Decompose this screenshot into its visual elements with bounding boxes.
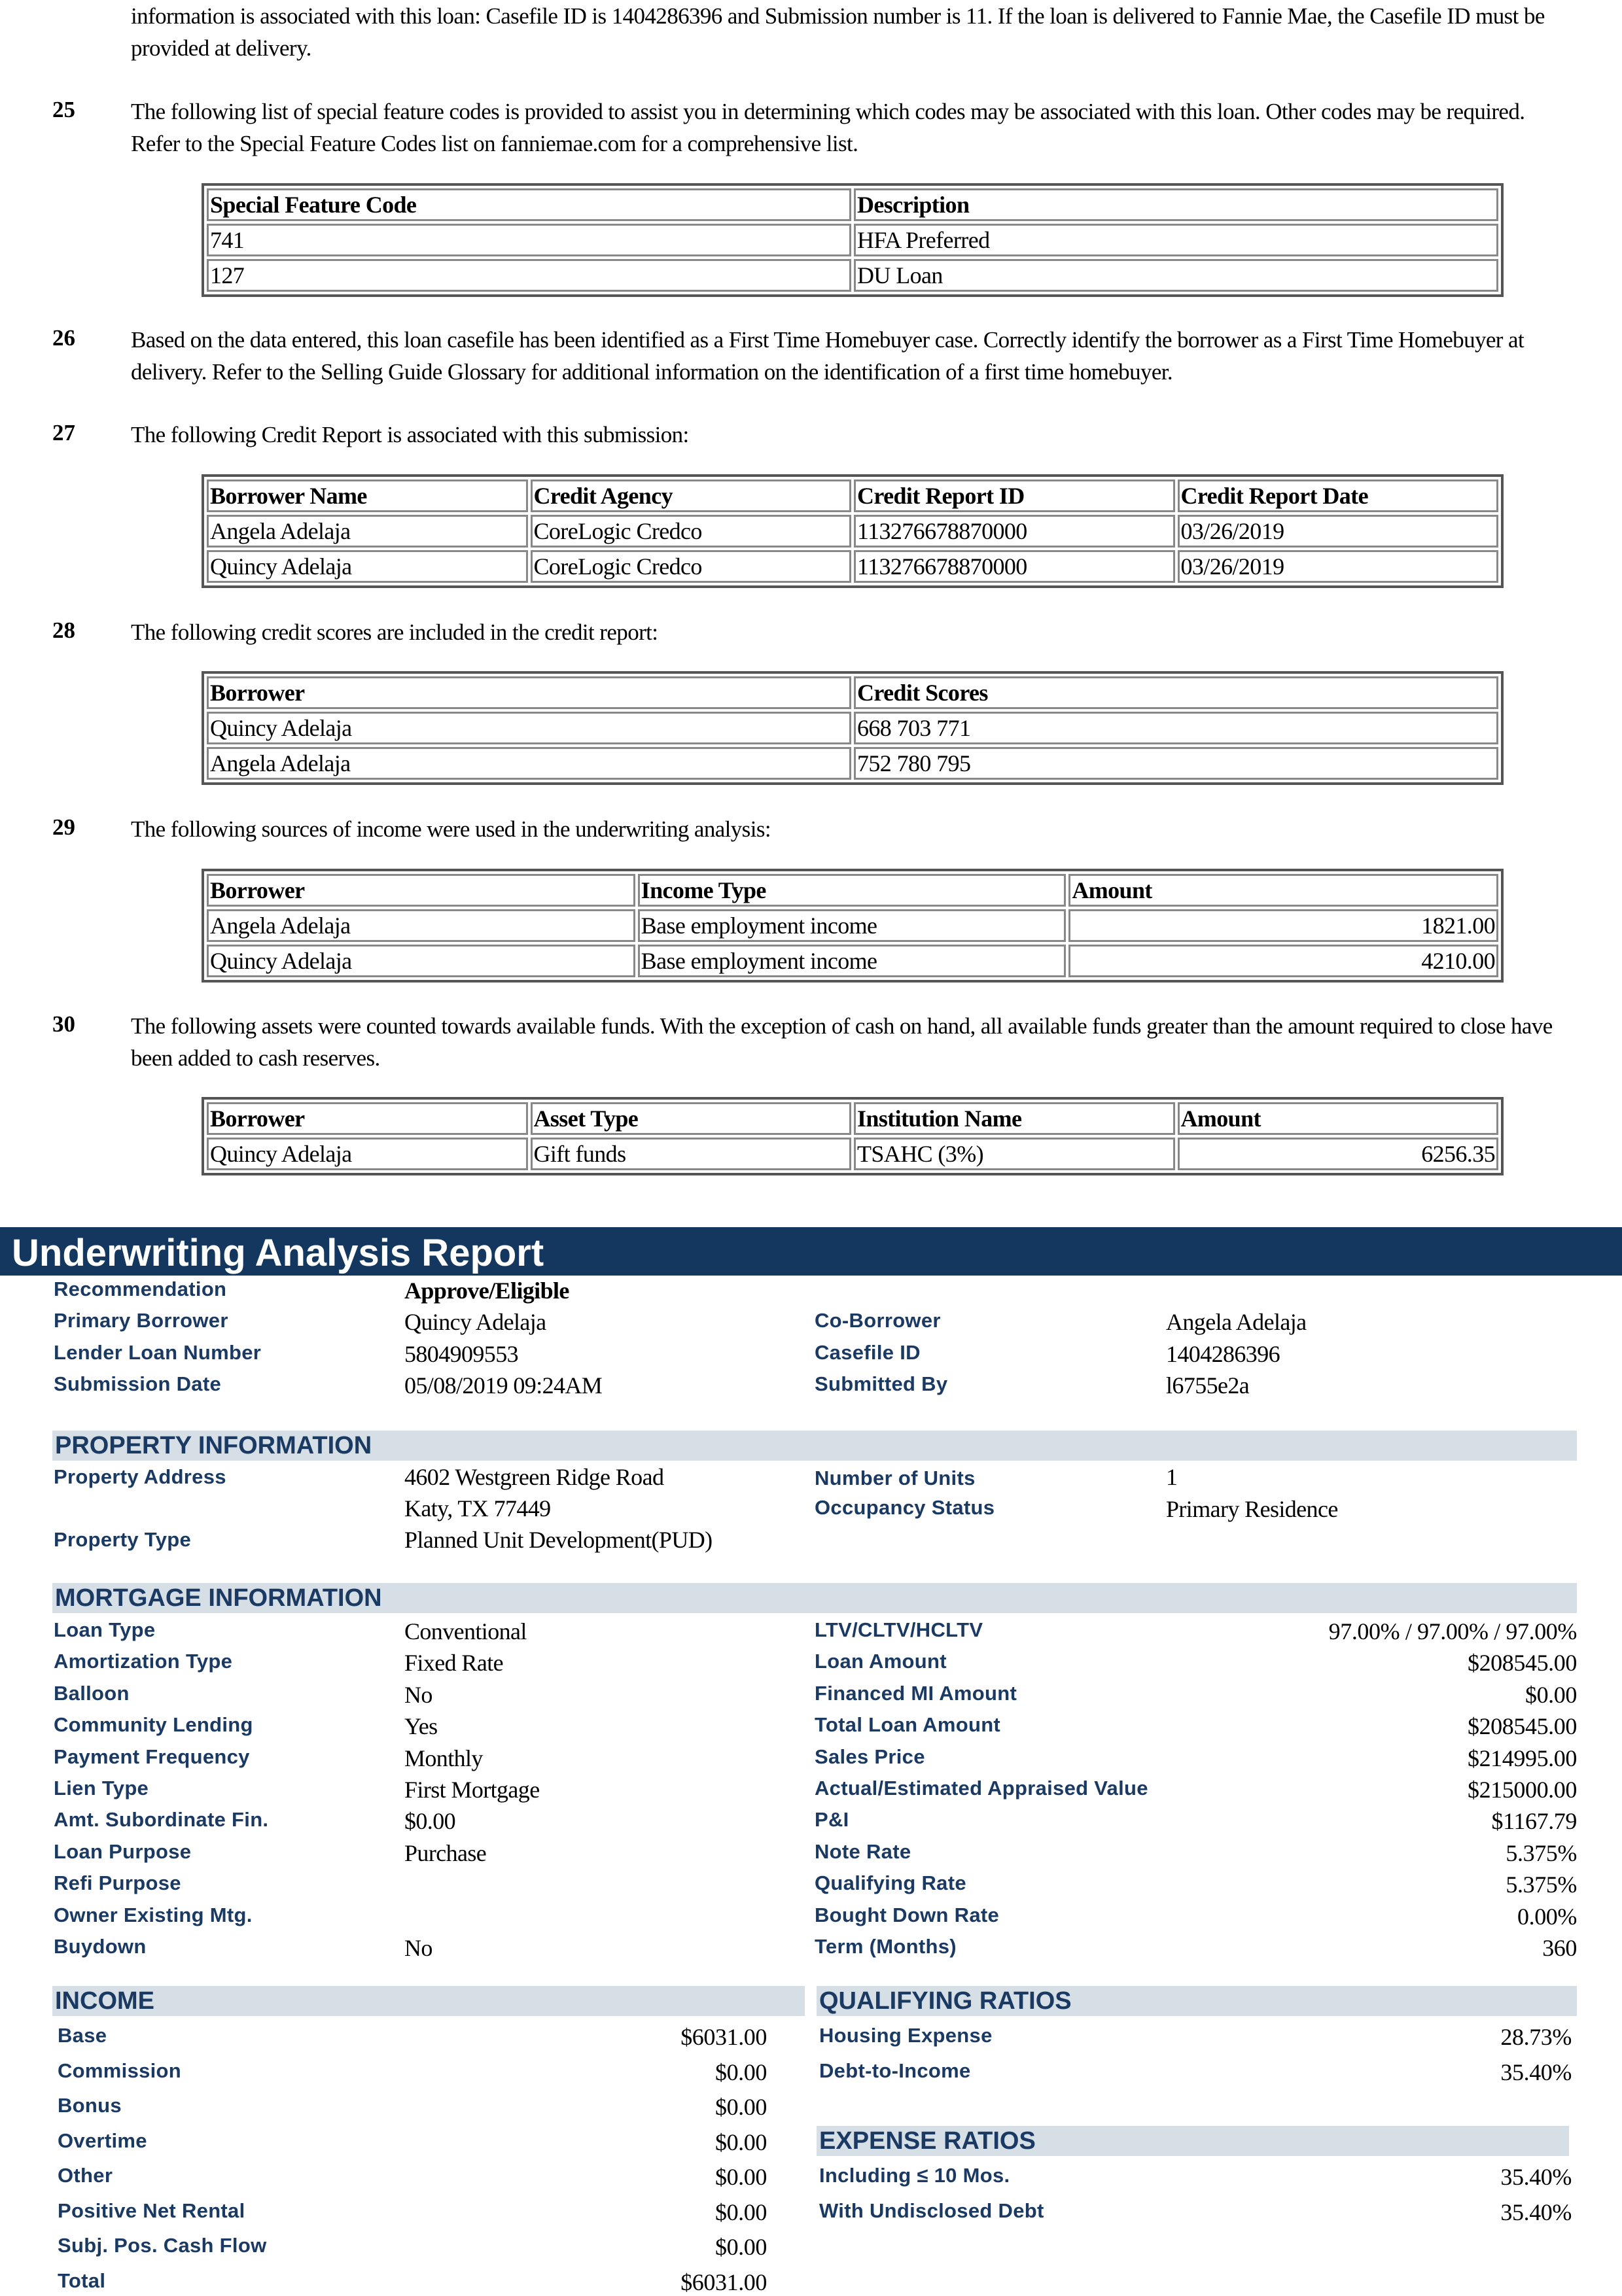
table-header: Description — [854, 188, 1498, 221]
mortgage-field-label: Qualifying Rate — [815, 1871, 966, 1894]
mortgage-field-value: 360 — [1542, 1935, 1577, 1961]
item-number: 25 — [52, 97, 75, 122]
item-text: Based on the data entered, this loan casefile has been identified as a First Time Homebuyer case. Correctly identify the borrower as a First Time Homebuyer at delivery. Refer to the Selling Guide Glossary for additional information on the identification of a first time homebuyer. — [131, 327, 1525, 385]
table-cell: 752 780 795 — [854, 747, 1498, 780]
income-section-title: INCOME — [55, 1987, 154, 2015]
table-header: Borrower — [207, 1102, 528, 1135]
mortgage-field-label: Balloon — [54, 1682, 130, 1705]
income-total-label: Total — [58, 2269, 106, 2292]
table-cell: Quincy Adelaja — [207, 712, 851, 744]
mortgage-field-label: Note Rate — [815, 1840, 911, 1863]
income-field-value: $0.00 — [714, 2059, 767, 2085]
mortgage-field-value: 5.375% — [1506, 1840, 1577, 1866]
recommendation-value: Approve/Eligible — [404, 1278, 569, 1304]
mortgage-field-value: Yes — [404, 1713, 438, 1739]
mortgage-field-label: Loan Purpose — [54, 1840, 192, 1863]
special-feature-table — [202, 183, 1504, 297]
income-sources-table — [202, 869, 1504, 983]
mortgage-field-value: No — [404, 1935, 432, 1961]
table-header: Amount — [1178, 1102, 1499, 1135]
table-row — [207, 1138, 1498, 1170]
table-header: Asset Type — [531, 1102, 852, 1135]
table-row — [207, 747, 1498, 780]
table-cell: TSAHC (3%) — [854, 1138, 1175, 1170]
lender-loan-number-value: 5804909553 — [404, 1341, 519, 1367]
mortgage-field-label: Sales Price — [815, 1745, 925, 1768]
expense-ratios-title: EXPENSE RATIOS — [819, 2127, 1036, 2155]
table-header: Income Type — [638, 874, 1067, 907]
table-header-row — [207, 676, 1498, 709]
table-cell: 741 — [207, 224, 851, 256]
mortgage-field-value: 0.00% — [1517, 1904, 1577, 1930]
income-field-value: $0.00 — [714, 2199, 767, 2225]
mortgage-field-label: Buydown — [54, 1935, 147, 1958]
table-cell: Quincy Adelaja — [207, 550, 528, 583]
casefile-id-value: 1404286396 — [1166, 1341, 1280, 1367]
mortgage-field-value: Purchase — [404, 1840, 487, 1866]
income-field-label: Subj. Pos. Cash Flow — [58, 2234, 267, 2257]
table-cell: 113276678870000 — [854, 550, 1175, 583]
table-header: Amount — [1068, 874, 1498, 907]
item-text: The following credit scores are included in the credit report: — [131, 619, 658, 645]
table-cell: 4210.00 — [1068, 945, 1498, 977]
mortgage-field-label: Community Lending — [54, 1713, 253, 1736]
occupancy-status-label: Occupancy Status — [815, 1496, 995, 1519]
table-cell: 03/26/2019 — [1178, 550, 1499, 583]
table-cell: 127 — [207, 259, 851, 292]
mortgage-field-label: P&I — [815, 1808, 849, 1831]
mortgage-field-label: Financed MI Amount — [815, 1682, 1017, 1705]
table-row — [207, 224, 1498, 256]
income-section-header — [52, 1986, 805, 2016]
mortgage-field-value: Fixed Rate — [404, 1650, 503, 1676]
table-row — [207, 712, 1498, 744]
ratio-value: 35.40% — [1500, 2059, 1572, 2085]
income-field-label: Positive Net Rental — [58, 2199, 245, 2222]
table-row — [207, 909, 1498, 942]
table-header-row — [207, 188, 1498, 221]
table-cell: Angela Adelaja — [207, 747, 851, 780]
table-header: Borrower — [207, 676, 851, 709]
recommendation-label: Recommendation — [54, 1278, 227, 1300]
mortgage-field-value: No — [404, 1682, 432, 1708]
table-header: Institution Name — [854, 1102, 1175, 1135]
property-section-header — [52, 1431, 1577, 1461]
intro-paragraph: information is associated with this loan: Casefile ID is 1404286396 and Submission number is 11. If the loan is delivered to Fannie Mae, the Casefile ID must be provided at delivery. — [131, 3, 1545, 61]
item-number: 30 — [52, 1011, 75, 1037]
table-header-row — [207, 874, 1498, 907]
item-text: The following list of special feature codes is provided to assist you in determining which codes may be associated with this loan. Other codes may be required. Refer to the Special Feature Codes list on fanniemae.com for a comprehensive list. — [131, 99, 1525, 156]
table-row — [207, 550, 1498, 583]
table-header: Borrower Name — [207, 479, 528, 512]
mortgage-field-label: LTV/CLTV/HCLTV — [815, 1618, 983, 1641]
table-cell: 668 703 771 — [854, 712, 1498, 744]
property-address-line1: 4602 Westgreen Ridge Road — [404, 1464, 664, 1490]
qualifying-ratios-header — [817, 1986, 1577, 2016]
table-header-row — [207, 479, 1498, 512]
expense-ratio-label: With Undisclosed Debt — [819, 2199, 1044, 2222]
mortgage-field-value: $0.00 — [1525, 1682, 1577, 1708]
co-borrower-value: Angela Adelaja — [1166, 1309, 1307, 1335]
table-header: Credit Report ID — [854, 479, 1175, 512]
income-field-value: $0.00 — [714, 2234, 767, 2260]
item-text: The following assets were counted towards available funds. With the exception of cash on hand, all available funds greater than the amount required to close have been added to cash reserves. — [131, 1013, 1553, 1071]
co-borrower-label: Co-Borrower — [815, 1309, 941, 1332]
table-cell: 03/26/2019 — [1178, 515, 1499, 548]
mortgage-field-label: Refi Purpose — [54, 1871, 181, 1894]
income-field-value: $0.00 — [714, 2164, 767, 2190]
ratio-value: 28.73% — [1500, 2024, 1572, 2050]
property-section-title: PROPERTY INFORMATION — [55, 1432, 372, 1459]
table-cell: CoreLogic Credco — [531, 515, 852, 548]
table-cell: Base employment income — [638, 945, 1067, 977]
income-field-label: Bonus — [58, 2094, 122, 2117]
submitted-by-label: Submitted By — [815, 1372, 948, 1395]
property-address-label: Property Address — [54, 1465, 226, 1488]
table-cell: Gift funds — [531, 1138, 852, 1170]
income-field-label: Base — [58, 2024, 107, 2047]
table-cell: Angela Adelaja — [207, 515, 528, 548]
item-text: The following sources of income were used in the underwriting analysis: — [131, 816, 771, 842]
property-type-value: Planned Unit Development(PUD) — [404, 1527, 713, 1553]
report-title: Underwriting Analysis Report — [12, 1232, 544, 1274]
table-cell: Base employment income — [638, 909, 1067, 942]
income-field-value: $6031.00 — [680, 2024, 767, 2050]
assets-table — [202, 1097, 1504, 1175]
expense-ratio-label: Including ≤ 10 Mos. — [819, 2164, 1010, 2187]
item-number: 29 — [52, 814, 75, 840]
property-type-label: Property Type — [54, 1528, 192, 1551]
table-cell: 113276678870000 — [854, 515, 1175, 548]
expense-ratio-value: 35.40% — [1500, 2164, 1572, 2190]
item-number: 28 — [52, 617, 75, 643]
item-number: 26 — [52, 325, 75, 351]
mortgage-field-value: 5.375% — [1506, 1871, 1577, 1898]
income-field-value: $0.00 — [714, 2094, 767, 2120]
table-row — [207, 515, 1498, 548]
expense-ratios-header — [817, 2126, 1569, 2156]
primary-borrower-value: Quincy Adelaja — [404, 1309, 546, 1335]
income-field-label: Overtime — [58, 2129, 147, 2152]
mortgage-field-value: First Mortgage — [404, 1777, 540, 1803]
table-cell: 6256.35 — [1178, 1138, 1499, 1170]
mortgage-field-label: Total Loan Amount — [815, 1713, 1001, 1736]
ratio-label: Debt-to-Income — [819, 2059, 971, 2082]
table-cell: CoreLogic Credco — [531, 550, 852, 583]
mortgage-field-label: Bought Down Rate — [815, 1904, 1000, 1926]
income-total-value: $6031.00 — [680, 2269, 767, 2295]
number-of-units-value: 1 — [1166, 1464, 1178, 1490]
mortgage-field-value: $214995.00 — [1467, 1745, 1577, 1771]
table-cell: DU Loan — [854, 259, 1498, 292]
mortgage-field-value: $215000.00 — [1467, 1777, 1577, 1803]
mortgage-field-value: 97.00% / 97.00% / 97.00% — [1328, 1618, 1577, 1644]
table-cell: Angela Adelaja — [207, 909, 635, 942]
table-cell: Quincy Adelaja — [207, 945, 635, 977]
mortgage-field-label: Owner Existing Mtg. — [54, 1904, 253, 1926]
table-header: Credit Agency — [531, 479, 852, 512]
table-row — [207, 945, 1498, 977]
income-field-label: Other — [58, 2164, 113, 2187]
table-cell: Quincy Adelaja — [207, 1138, 528, 1170]
mortgage-section-header — [52, 1583, 1577, 1613]
table-header: Borrower — [207, 874, 635, 907]
item-text: The following Credit Report is associated with this submission: — [131, 422, 689, 447]
mortgage-field-value: Monthly — [404, 1745, 483, 1771]
mortgage-field-label: Loan Type — [54, 1618, 156, 1641]
submission-date-label: Submission Date — [54, 1372, 221, 1395]
expense-ratio-value: 35.40% — [1500, 2199, 1572, 2225]
mortgage-field-label: Loan Amount — [815, 1650, 947, 1673]
table-header: Credit Report Date — [1178, 479, 1499, 512]
submitted-by-value: l6755e2a — [1166, 1372, 1250, 1399]
mortgage-field-label: Lien Type — [54, 1777, 149, 1800]
table-header: Special Feature Code — [207, 188, 851, 221]
table-cell: HFA Preferred — [854, 224, 1498, 256]
number-of-units-label: Number of Units — [815, 1467, 976, 1489]
mortgage-field-value: $0.00 — [404, 1808, 456, 1834]
mortgage-section-title: MORTGAGE INFORMATION — [55, 1584, 382, 1612]
mortgage-field-label: Term (Months) — [815, 1935, 957, 1958]
item-number: 27 — [52, 420, 75, 445]
ratio-label: Housing Expense — [819, 2024, 993, 2047]
mortgage-field-label: Payment Frequency — [54, 1745, 250, 1768]
mortgage-field-label: Amortization Type — [54, 1650, 233, 1673]
primary-borrower-label: Primary Borrower — [54, 1309, 228, 1332]
submission-date-value: 05/08/2019 09:24AM — [404, 1372, 603, 1399]
credit-report-table — [202, 474, 1504, 588]
table-cell: 1821.00 — [1068, 909, 1498, 942]
occupancy-status-value: Primary Residence — [1166, 1496, 1338, 1522]
mortgage-field-value: Conventional — [404, 1618, 527, 1644]
mortgage-field-label: Amt. Subordinate Fin. — [54, 1808, 269, 1831]
mortgage-field-label: Actual/Estimated Appraised Value — [815, 1777, 1148, 1800]
income-field-value: $0.00 — [714, 2129, 767, 2155]
qualifying-ratios-title: QUALIFYING RATIOS — [819, 1987, 1072, 2015]
income-field-label: Commission — [58, 2059, 182, 2082]
credit-scores-table — [202, 671, 1504, 785]
mortgage-field-value: $208545.00 — [1467, 1713, 1577, 1739]
report-title-banner — [0, 1227, 1622, 1276]
property-address-line2: Katy, TX 77449 — [404, 1495, 551, 1522]
lender-loan-number-label: Lender Loan Number — [54, 1341, 262, 1364]
table-header-row — [207, 1102, 1498, 1135]
casefile-id-label: Casefile ID — [815, 1341, 921, 1364]
mortgage-field-value: $208545.00 — [1467, 1650, 1577, 1676]
table-header: Credit Scores — [854, 676, 1498, 709]
mortgage-field-value: $1167.79 — [1491, 1808, 1577, 1834]
table-row — [207, 259, 1498, 292]
